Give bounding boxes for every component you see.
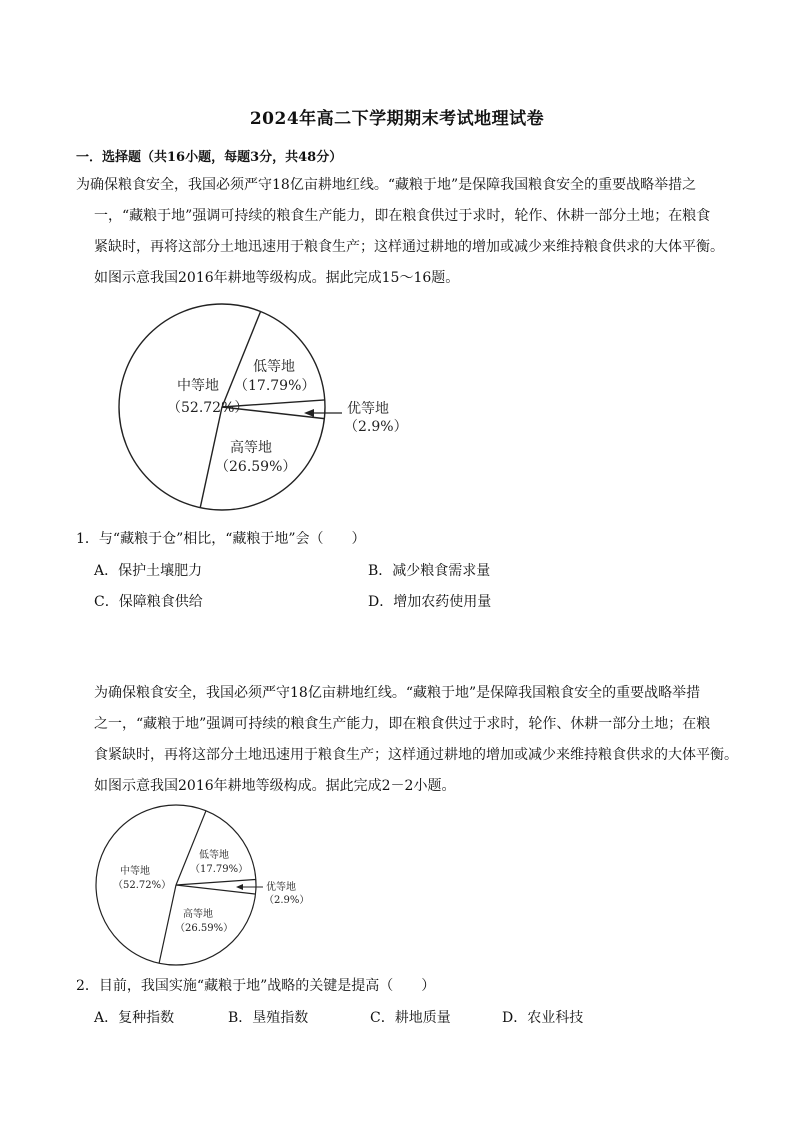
pie2-label-medium: 中等地: [120, 866, 150, 877]
question-2-option-d[interactable]: D．农业科技: [502, 1010, 584, 1026]
exam-title: 2024年高二下学期期末考试地理试卷: [249, 109, 545, 129]
passage-2: [94, 678, 754, 802]
pie-chart-1: [110, 296, 410, 516]
passage-2-line: 食紧缺时，再将这部分土地迅速用于粮食生产；这样通过耕地的增加或减少来维持粮食供求的大体平衡。: [94, 747, 738, 763]
question-2-option-b[interactable]: B．垦殖指数: [228, 1010, 309, 1026]
question-1-option-b[interactable]: B．减少粮食需求量: [368, 563, 491, 579]
pie1-label-high: 高等地: [230, 440, 272, 456]
pie2-label-high: 高等地: [183, 909, 213, 920]
pie1-value-medium: （52.72%）: [167, 400, 249, 416]
pie2-value-medium: （52.72%）: [113, 880, 172, 891]
passage-1-line: 紧缺时，再将这部分土地迅速用于粮食生产；这样通过耕地的增加或减少来维持粮食供求的大体平衡。: [94, 239, 724, 255]
pie2-value-low: （17.79%）: [190, 864, 249, 875]
question-2-option-a[interactable]: A．复种指数: [94, 1010, 175, 1026]
pie2-value-high: （26.59%）: [175, 923, 234, 934]
pie1-value-excellent: （2.9%）: [344, 419, 408, 435]
question-1-option-c[interactable]: C．保障粮食供给: [94, 594, 203, 610]
passage-2-line: 之一，“藏粮于地”强调可持续的粮食生产能力，即在粮食供过于求时，轮作、休耕一部分土地；在粮: [94, 716, 711, 732]
pie-chart-2: [90, 800, 320, 968]
passage-1-line: 如图示意我国2016年耕地等级构成。据此完成15～16题。: [94, 270, 460, 286]
passage-2-line: 如图示意我国2016年耕地等级构成。据此完成2－2小题。: [94, 778, 456, 794]
question-2-stem: 2．目前，我国实施“藏粮于地”战略的关键是提高（ ）: [76, 978, 436, 994]
passage-1-line: 一，“藏粮于地”强调可持续的粮食生产能力，即在粮食供过于求时，轮作、休耕一部分土地；在粮食: [94, 208, 711, 224]
pie1-label-excellent: 优等地: [347, 401, 389, 417]
question-1-stem: 1．与“藏粮于仓”相比，“藏粮于地”会（ ）: [76, 531, 366, 547]
pie2-value-excellent: （2.9%）: [264, 895, 310, 906]
question-1-option-a[interactable]: A．保护土壤肥力: [94, 563, 203, 579]
pie2-label-low: 低等地: [199, 850, 229, 861]
pie1-label-low: 低等地: [253, 359, 295, 375]
pie1-value-low: （17.79%）: [234, 378, 316, 394]
passage-1: [76, 170, 748, 294]
pie1-value-high: （26.59%）: [215, 459, 297, 475]
passage-2-line: 为确保粮食安全，我国必须严守18亿亩耕地红线。“藏粮于地”是保障我国粮食安全的重要战略举措: [94, 685, 701, 701]
section-heading: 一．选择题（共16小题，每题3分，共48分）: [76, 150, 343, 165]
question-1-option-d[interactable]: D．增加农药使用量: [368, 594, 492, 610]
pie1-label-medium: 中等地: [177, 378, 219, 394]
passage-1-line: 为确保粮食安全，我国必须严守18亿亩耕地红线。“藏粮于地”是保障我国粮食安全的重要战略举措之: [76, 177, 697, 193]
question-2-option-c[interactable]: C．耕地质量: [370, 1010, 451, 1026]
pie2-label-excellent: 优等地: [266, 882, 296, 893]
